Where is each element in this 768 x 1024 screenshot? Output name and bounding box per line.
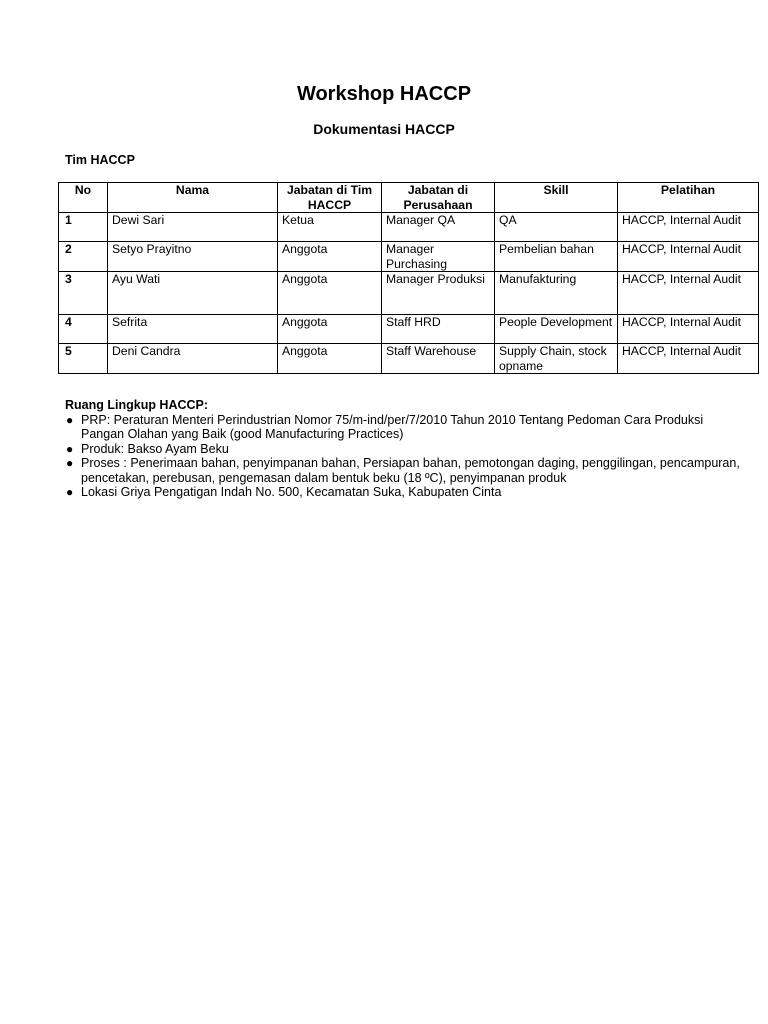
header-jabatan-tim: Jabatan di Tim HACCP bbox=[278, 183, 382, 213]
list-item bbox=[65, 442, 745, 457]
table-header-row bbox=[59, 183, 759, 213]
cell-jabatan-perusahaan: Staff Warehouse bbox=[382, 344, 495, 374]
cell-jabatan-perusahaan: Manager Produksi bbox=[382, 272, 495, 315]
list-item bbox=[65, 456, 745, 485]
header-no: No bbox=[59, 183, 108, 213]
scope-list bbox=[65, 413, 745, 500]
team-heading: Tim HACCP bbox=[65, 153, 135, 167]
header-nama: Nama bbox=[108, 183, 278, 213]
cell-jabatan-tim: Anggota bbox=[278, 242, 382, 272]
cell-pelatihan: HACCP, Internal Audit bbox=[618, 272, 759, 315]
header-jabatan-perusahaan: Jabatan di Perusahaan bbox=[382, 183, 495, 213]
haccp-team-table bbox=[58, 182, 759, 374]
cell-skill: People Development bbox=[495, 315, 618, 344]
cell-pelatihan: HACCP, Internal Audit bbox=[618, 213, 759, 242]
cell-pelatihan: HACCP, Internal Audit bbox=[618, 242, 759, 272]
cell-no: 4 bbox=[59, 315, 108, 344]
cell-nama: Setyo Prayitno bbox=[108, 242, 278, 272]
table-row bbox=[59, 242, 759, 272]
bullet-icon: ● bbox=[66, 485, 74, 499]
table-row bbox=[59, 272, 759, 315]
table-row bbox=[59, 213, 759, 242]
cell-no: 3 bbox=[59, 272, 108, 315]
cell-skill: Manufakturing bbox=[495, 272, 618, 315]
scope-item-text: Lokasi Griya Pengatigan Indah No. 500, Kecamatan Suka, Kabupaten Cinta bbox=[81, 485, 502, 499]
cell-no: 5 bbox=[59, 344, 108, 374]
cell-no: 1 bbox=[59, 213, 108, 242]
document-subtitle: Dokumentasi HACCP bbox=[313, 121, 455, 137]
scope-heading: Ruang Lingkup HACCP: bbox=[65, 398, 209, 412]
cell-skill: Supply Chain, stock opname bbox=[495, 344, 618, 374]
cell-jabatan-tim: Anggota bbox=[278, 315, 382, 344]
cell-jabatan-tim: Anggota bbox=[278, 344, 382, 374]
cell-jabatan-perusahaan: Staff HRD bbox=[382, 315, 495, 344]
cell-no: 2 bbox=[59, 242, 108, 272]
cell-nama: Ayu Wati bbox=[108, 272, 278, 315]
table-row bbox=[59, 315, 759, 344]
cell-skill: Pembelian bahan bbox=[495, 242, 618, 272]
header-pelatihan: Pelatihan bbox=[618, 183, 759, 213]
cell-skill: QA bbox=[495, 213, 618, 242]
cell-nama: Dewi Sari bbox=[108, 213, 278, 242]
scope-item-text: Proses : Penerimaan bahan, penyimpanan bahan, Persiapan bahan, pemotongan daging, penggilingan, pencampuran, pencetakan, perebusan, pengemasan dalam bentuk beku (18 ºC), penyimpanan produk bbox=[81, 456, 740, 485]
bullet-icon: ● bbox=[66, 412, 74, 427]
scope-item-text: Produk: Bakso Ayam Beku bbox=[81, 441, 229, 456]
cell-nama: Sefrita bbox=[108, 315, 278, 344]
scope-item-text: PRP: Peraturan Menteri Perindustrian Nomor 75/m-ind/per/7/2010 Tahun 2010 Tentang Pedoman Cara Produksi Pangan Olahan yang Baik (good Manufacturing Practices) bbox=[81, 412, 704, 441]
list-item bbox=[65, 413, 745, 442]
cell-pelatihan: HACCP, Internal Audit bbox=[618, 344, 759, 374]
cell-jabatan-perusahaan: Manager QA bbox=[382, 213, 495, 242]
cell-pelatihan: HACCP, Internal Audit bbox=[618, 315, 759, 344]
bullet-icon: ● bbox=[66, 441, 74, 456]
cell-jabatan-perusahaan: Manager Purchasing bbox=[382, 242, 495, 272]
table-row bbox=[59, 344, 759, 374]
header-skill: Skill bbox=[495, 183, 618, 213]
cell-jabatan-tim: Ketua bbox=[278, 213, 382, 242]
list-item bbox=[65, 485, 745, 500]
bullet-icon: ● bbox=[66, 456, 74, 470]
cell-jabatan-tim: Anggota bbox=[278, 272, 382, 315]
scope-section bbox=[65, 398, 745, 500]
document-title: Workshop HACCP bbox=[296, 83, 472, 105]
cell-nama: Deni Candra bbox=[108, 344, 278, 374]
